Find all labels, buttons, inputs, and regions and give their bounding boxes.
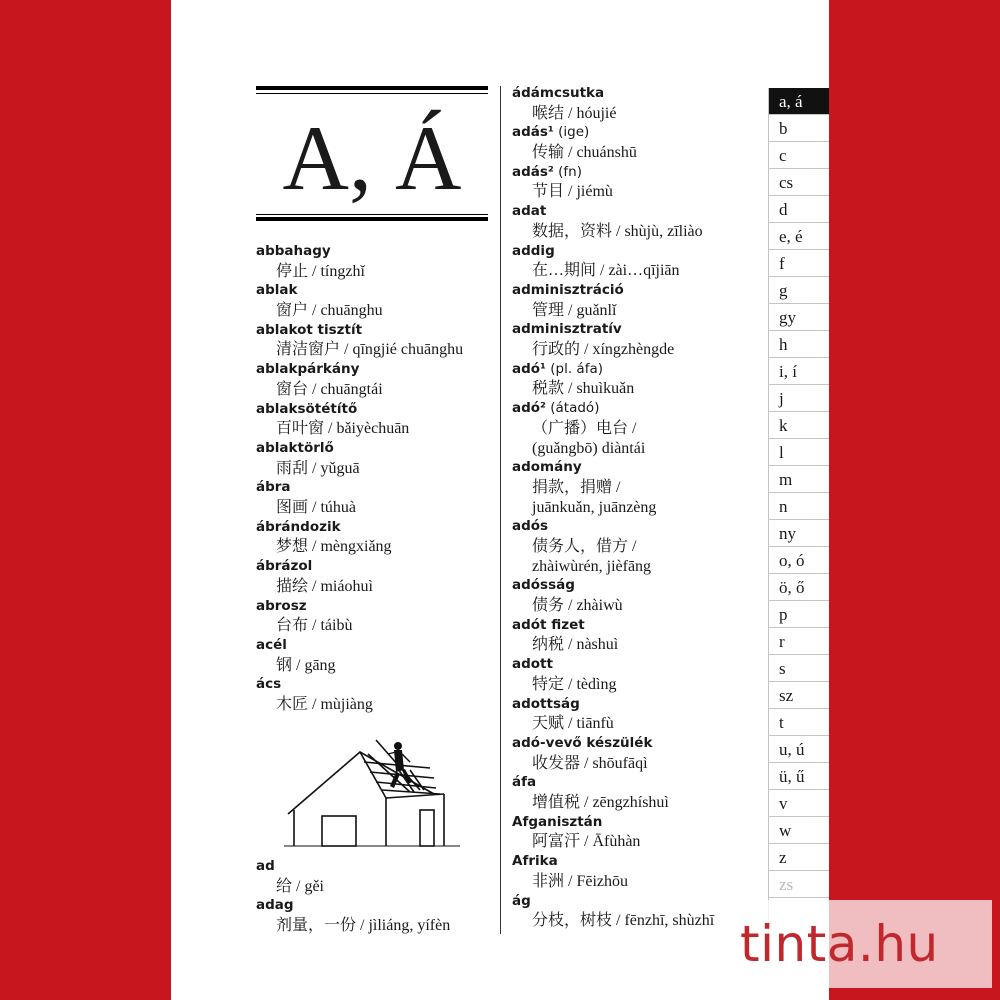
dictionary-entry — [512, 655, 757, 694]
entry-headword: adó² — [512, 400, 546, 417]
entry-headword: adminisztratív — [512, 321, 622, 338]
entry-translation: 债务人，借方 / — [532, 538, 637, 555]
entry-headword: Afrika — [512, 853, 558, 870]
entry-translation: 纳税 / nàshuì — [532, 636, 619, 654]
alphabet-index — [768, 88, 829, 936]
entry-translation: 木匠 / mùjiàng — [276, 695, 373, 713]
alphabet-tab[interactable]: j — [769, 385, 829, 412]
entry-headword: ablakpárkány — [256, 361, 360, 378]
alphabet-tab[interactable]: a, á — [769, 88, 829, 115]
entry-headword: adó¹ — [512, 360, 546, 377]
entry-headword-line — [512, 163, 757, 183]
entry-translation: 债务 / zhàiwù — [532, 597, 623, 615]
entry-headword: ad — [256, 858, 275, 874]
entry-translation: 台布 / táibù — [276, 617, 353, 635]
alphabet-tab[interactable]: k — [769, 412, 829, 439]
entry-headword: ábrázol — [256, 558, 313, 575]
alphabet-tab[interactable]: gy — [769, 304, 829, 331]
alphabet-tab[interactable]: f — [769, 250, 829, 277]
entry-translation: 百叶窗 / bǎiyèchuān — [276, 420, 410, 438]
entry-headword: adás¹ — [512, 124, 554, 141]
dictionary-entry — [256, 557, 496, 596]
entry-headword-line — [512, 202, 757, 222]
entry-headword: acél — [256, 636, 287, 653]
entry-headword-line — [512, 123, 757, 143]
alphabet-tab[interactable]: cs — [769, 169, 829, 196]
entry-headword-line — [512, 399, 757, 419]
entry-translation: 剂量，一份 / jìliáng, yífèn — [276, 917, 451, 935]
entry-translation: 窗户 / chuānghu — [276, 302, 383, 320]
entry-translation: 图画 / túhuà — [276, 499, 356, 517]
entry-headword-line — [512, 242, 757, 262]
dictionary-entry — [256, 478, 496, 517]
dictionary-entry — [256, 675, 496, 714]
header-rule-bottom — [256, 217, 488, 221]
entry-translation: 在…期间 / zài…qījiān — [532, 262, 680, 280]
header-rule-bottom-thin — [256, 214, 488, 215]
entry-translation: 清洁窗户 / qīngjié chuānghu — [276, 341, 464, 359]
alphabet-tab[interactable]: o, ó — [769, 547, 829, 574]
dictionary-entry — [512, 360, 757, 399]
entry-headword-line — [512, 517, 757, 537]
dictionary-entry — [512, 202, 757, 241]
dictionary-entry — [256, 321, 496, 360]
column-divider — [500, 86, 501, 934]
entry-headword: ábrándozik — [256, 518, 341, 535]
entry-grammar-note: (átadó) — [545, 400, 600, 417]
entry-headword: Afganisztán — [512, 813, 603, 830]
dictionary-entry — [512, 458, 757, 517]
dictionary-entry — [256, 360, 496, 399]
left-column — [256, 242, 496, 715]
entry-headword: áfa — [512, 774, 537, 791]
dictionary-entry — [512, 242, 757, 281]
entry-headword: adás² — [512, 163, 554, 180]
dictionary-entry — [512, 281, 757, 320]
entry-headword: abbahagy — [256, 243, 331, 259]
dictionary-entry — [256, 636, 496, 675]
entry-headword: ablakot tisztít — [256, 321, 363, 338]
entry-headword: adót fizet — [512, 616, 585, 633]
entry-translation: 给 / gěi — [276, 877, 324, 895]
entry-headword: abrosz — [256, 597, 307, 614]
dictionary-entry — [256, 281, 496, 320]
dictionary-entry — [512, 517, 757, 576]
entry-headword: adminisztráció — [512, 281, 624, 298]
entry-translation: (guǎngbō) diàntái — [532, 439, 646, 457]
left-column-bottom — [256, 857, 496, 936]
entry-headword-line — [512, 320, 757, 340]
dictionary-entry — [512, 123, 757, 162]
entry-headword-line — [512, 695, 757, 715]
dictionary-entry — [512, 695, 757, 734]
alphabet-tab[interactable]: n — [769, 493, 829, 520]
entry-headword: addig — [512, 242, 555, 259]
dictionary-entry — [512, 399, 757, 458]
entry-translation: 行政的 / xíngzhèngde — [532, 341, 675, 359]
dictionary-entry — [256, 597, 496, 636]
entry-translation: 收发器 / shōufāqì — [532, 754, 648, 772]
entry-grammar-note: (fn) — [553, 163, 582, 180]
entry-headword-line — [512, 734, 757, 754]
alphabet-tab[interactable]: t — [769, 709, 829, 736]
entry-translation: juānkuǎn, juānzèng — [532, 498, 657, 516]
alphabet-tab[interactable]: w — [769, 817, 829, 844]
dictionary-entry — [512, 892, 757, 931]
entry-translation: 天赋 / tiānfù — [532, 715, 614, 733]
entry-translation: zhàiwùrén, jièfāng — [532, 557, 652, 575]
header-rule-top-thin — [256, 93, 488, 94]
entry-headword-line — [512, 576, 757, 596]
entry-translation: 增值税 / zēngzhíshuì — [532, 794, 669, 812]
entry-translation: 分枝，树枝 / fēnzhī, shùzhī — [532, 912, 715, 930]
entry-translation: 管理 / guǎnlǐ — [532, 301, 617, 319]
entry-translation: 非洲 / Fēizhōu — [532, 872, 628, 890]
entry-grammar-note: (pl. áfa) — [545, 360, 603, 377]
alphabet-tab[interactable]: r — [769, 628, 829, 655]
entry-headword: ábra — [256, 479, 291, 496]
entry-headword: adottság — [512, 695, 580, 712]
section-header — [256, 86, 488, 224]
alphabet-tab[interactable]: b — [769, 115, 829, 142]
dictionary-entry — [512, 163, 757, 202]
entry-headword: ág — [512, 892, 531, 909]
alphabet-tab[interactable]: v — [769, 790, 829, 817]
entry-headword: adag — [256, 897, 294, 914]
entry-headword: ádámcsutka — [512, 85, 605, 101]
entry-translation: 梦想 / mèngxiǎng — [276, 538, 392, 556]
alphabet-tab[interactable]: ny — [769, 520, 829, 547]
entry-headword-line — [512, 360, 757, 380]
alphabet-tab[interactable]: h — [769, 331, 829, 358]
alphabet-tab[interactable]: p — [769, 601, 829, 628]
dictionary-entry — [256, 518, 496, 557]
entry-headword: adósság — [512, 577, 575, 594]
alphabet-tab[interactable]: z — [769, 844, 829, 871]
alphabet-tab[interactable]: ö, ő — [769, 574, 829, 601]
entry-headword: adott — [512, 656, 553, 673]
entry-headword-line — [512, 655, 757, 675]
alphabet-tab[interactable]: c — [769, 142, 829, 169]
entry-translation: 阿富汗 / Āfùhàn — [532, 833, 641, 851]
entry-headword-line — [512, 84, 757, 104]
section-letter: A, Á — [282, 107, 462, 209]
dictionary-entry — [256, 857, 496, 896]
entry-translation: 钢 / gāng — [276, 656, 336, 674]
alphabet-tab[interactable]: ü, ű — [769, 763, 829, 790]
entry-headword: ablaktörlő — [256, 439, 334, 456]
dictionary-entry — [512, 734, 757, 773]
entry-translation: 特定 / tèdìng — [532, 675, 617, 693]
alphabet-tab[interactable]: sz — [769, 682, 829, 709]
entry-headword: adat — [512, 203, 547, 220]
alphabet-tab[interactable]: e, é — [769, 223, 829, 250]
dictionary-entry — [512, 320, 757, 359]
entry-translation: 喉结 / hóujié — [532, 104, 617, 122]
entry-translation: 捐款，捐赠 / — [532, 478, 621, 496]
entry-headword: ablaksötétítő — [256, 400, 358, 417]
entry-headword-line — [512, 616, 757, 636]
dictionary-entry — [512, 616, 757, 655]
alphabet-tab[interactable]: u, ú — [769, 736, 829, 763]
alphabet-tab[interactable]: g — [769, 277, 829, 304]
entry-translation: 节目 / jiémù — [532, 183, 613, 201]
header-rule-top — [256, 86, 488, 90]
entry-headword: ács — [256, 676, 282, 693]
dictionary-entry — [512, 852, 757, 891]
entry-translation: （广播）电台 / — [532, 419, 637, 437]
entry-translation: 描绘 / miáohuì — [276, 577, 373, 595]
alphabet-tab[interactable]: l — [769, 439, 829, 466]
dictionary-entry — [256, 439, 496, 478]
entry-translation: 雨刮 / yǔguā — [276, 459, 360, 477]
dictionary-entry — [256, 242, 496, 281]
dictionary-entry — [512, 576, 757, 615]
entry-translation: 传输 / chuánshū — [532, 144, 637, 162]
entry-translation: 停止 / tíngzhǐ — [276, 262, 365, 280]
entry-headword: adomány — [512, 459, 582, 476]
entry-headword: adó-vevő készülék — [512, 734, 653, 751]
entry-translation: 窗台 / chuāngtái — [276, 380, 383, 398]
entry-headword: adós — [512, 518, 549, 535]
entry-headword-line — [512, 281, 757, 301]
entry-headword-line — [512, 773, 757, 793]
alphabet-tab[interactable]: i, í — [769, 358, 829, 385]
alphabet-tab[interactable]: d — [769, 196, 829, 223]
entry-translation: 税款 / shuìkuǎn — [532, 380, 635, 398]
watermark-text: tinta.hu — [740, 915, 939, 973]
dictionary-entry — [256, 896, 496, 935]
entry-headword-line — [512, 813, 757, 833]
carpenter-illustration — [284, 728, 460, 852]
dictionary-entry — [512, 773, 757, 812]
dictionary-entry — [512, 84, 757, 123]
entry-headword-line — [512, 458, 757, 478]
entry-grammar-note: (ige) — [553, 124, 590, 141]
entry-headword-line — [512, 852, 757, 872]
dictionary-entry — [512, 813, 757, 852]
watermark — [730, 900, 992, 988]
alphabet-tab[interactable]: s — [769, 655, 829, 682]
dictionary-entry — [256, 400, 496, 439]
entry-translation: 数据，资料 / shùjù, zīliào — [532, 222, 703, 240]
alphabet-tab[interactable]: zs — [769, 871, 829, 898]
entry-headword-line — [512, 892, 757, 912]
entry-headword: ablak — [256, 282, 298, 299]
middle-column — [512, 84, 757, 931]
alphabet-tab[interactable]: m — [769, 466, 829, 493]
